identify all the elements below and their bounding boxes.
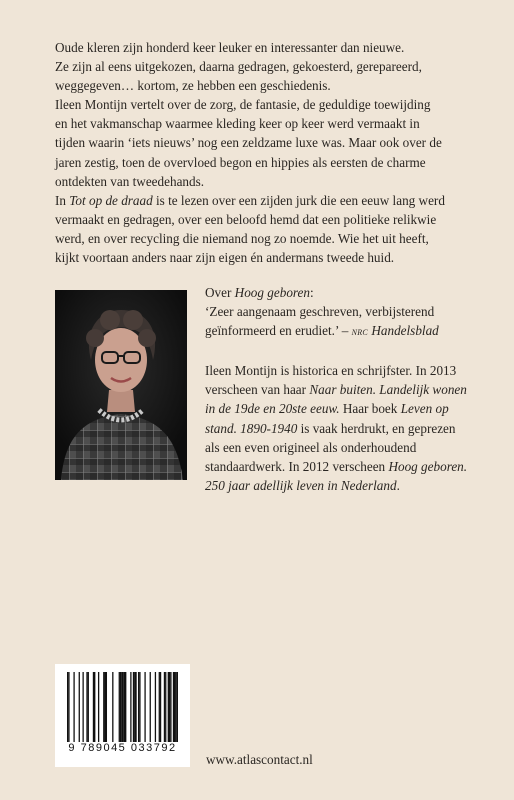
about-text: Over <box>205 285 235 300</box>
blurb-line: tijden waarin ‘iets nieuws’ nog een zeldzame luxe was. Maar ook over de <box>55 135 442 151</box>
barcode-bar <box>103 672 104 742</box>
barcode-bar <box>175 672 176 742</box>
barcode-bar <box>73 672 74 742</box>
barcode-bar <box>104 672 107 742</box>
blurb-paragraph-2 <box>55 57 475 95</box>
barcode-bar <box>144 672 145 742</box>
bio-title-italic: Leven op <box>400 401 449 417</box>
barcode-bar <box>170 672 171 742</box>
blurb-text: is te lezen over een zijden jurk die een eeuw lang werd <box>152 192 445 208</box>
barcode-bar <box>68 672 69 742</box>
blurb-line: jaren zestig, toen de overvloed begon en hippies als eersten de charme <box>55 154 426 170</box>
review-quote <box>205 302 480 342</box>
blurb-line: Oude kleren zijn honderd keer leuker en interessanter dan nieuwe. <box>55 40 405 55</box>
barcode-bar <box>93 672 96 742</box>
bio-title-italic: 250 jaar adellijk leven in Nederland <box>205 477 397 493</box>
barcode-bar <box>121 672 122 742</box>
publisher-website: www.atlascontact.nl <box>206 752 313 767</box>
barcode-bar <box>159 672 160 742</box>
barcode-bars <box>55 664 190 744</box>
blurb-paragraph-1 <box>55 38 475 57</box>
barcode-bar <box>119 672 120 742</box>
about-text: : <box>310 285 314 300</box>
quote-source: Handelsblad <box>368 323 439 339</box>
bio-title-italic: Naar buiten. Landelijk wonen <box>309 382 467 398</box>
blurb-text: In <box>55 192 70 208</box>
author-photo <box>55 290 187 480</box>
bio-line: is vaak herdrukt, en geprezen <box>297 420 456 436</box>
bio-title-italic: Hoog geboren. <box>388 458 468 474</box>
blurb-paragraph-3 <box>55 95 475 190</box>
barcode-bar <box>134 672 137 742</box>
barcode-bar <box>150 672 151 742</box>
quote-source-smallcaps: nrc <box>351 326 369 339</box>
quote-line: ‘Zeer aangenaam geschreven, verbijsterend <box>205 304 435 320</box>
barcode-bar <box>88 672 89 742</box>
bio-title-italic: stand. 1890-1940 <box>205 420 298 436</box>
blurb-paragraph-4 <box>55 191 475 267</box>
barcode-bar <box>120 672 121 742</box>
bio-line: standaardwerk. In 2012 verscheen <box>205 458 389 474</box>
barcode-bar <box>67 672 68 742</box>
blurb-line: ontdekten van tweedehands. <box>55 173 205 189</box>
about-over-line <box>205 283 480 302</box>
blurb-line: vermaakt en gedragen, over een beloofd hemd dat een politieke relikwie <box>55 211 437 227</box>
barcode-bar <box>123 672 124 742</box>
barcode-bar <box>173 672 176 742</box>
bio-line: Ileen Montijn is historica en schrijfster. In 2013 <box>205 363 457 379</box>
barcode-bar <box>160 672 161 742</box>
barcode-bar <box>98 672 99 742</box>
bio-line: als een even origineel als onderhoudend <box>205 439 417 455</box>
author-bio <box>205 361 480 495</box>
blurb-line: werd, en over recycling die niemand nog zo noemde. Wie het uit heeft, <box>55 230 429 246</box>
bio-line: . <box>396 477 400 493</box>
bio-title-italic: in de 19de en 20ste eeuw. <box>205 401 340 417</box>
barcode-bar <box>168 672 171 742</box>
isbn-barcode <box>55 664 190 767</box>
barcode-bar <box>133 672 134 742</box>
barcode-bar <box>138 672 139 742</box>
barcode-bar <box>79 672 80 742</box>
blurb-line: en het vakmanschap waarmee kleding keer op keer werd vermaakt in <box>55 116 420 132</box>
barcode-bar <box>86 672 87 742</box>
barcode-bar <box>139 672 140 742</box>
back-cover-blurb <box>55 38 475 267</box>
barcode-bar <box>130 672 131 742</box>
about-author-section <box>205 283 480 495</box>
isbn-number: 9 789045 033792 <box>68 742 177 754</box>
book-title-italic: Tot op de draad <box>69 192 153 208</box>
barcode-bar <box>177 672 178 742</box>
barcode-bar <box>124 672 127 742</box>
barcode-bar <box>82 672 83 742</box>
quote-line: geïnformeerd en erudiet.’ – <box>205 323 352 339</box>
barcode-bar <box>112 672 113 742</box>
bio-line: verscheen van haar <box>205 382 310 398</box>
book-title-italic: Hoog geboren <box>234 285 310 300</box>
blurb-line: Ze zijn al eens uitgekozen, daarna gedragen, gekoesterd, gerepareerd, <box>55 59 422 75</box>
blurb-line: kijkt voortaan anders naar zijn eigen én andermans tweede huid. <box>55 250 395 266</box>
bio-line: Haar boek <box>339 401 401 417</box>
barcode-bar <box>155 672 156 742</box>
blurb-line: Ileen Montijn vertelt over de zorg, de fantasie, de geduldige toewijding <box>55 97 431 113</box>
barcode-bar <box>164 672 165 742</box>
blurb-line: weggegeven… kortom, ze hebben een geschiedenis. <box>55 78 331 94</box>
barcode-bar <box>165 672 166 742</box>
